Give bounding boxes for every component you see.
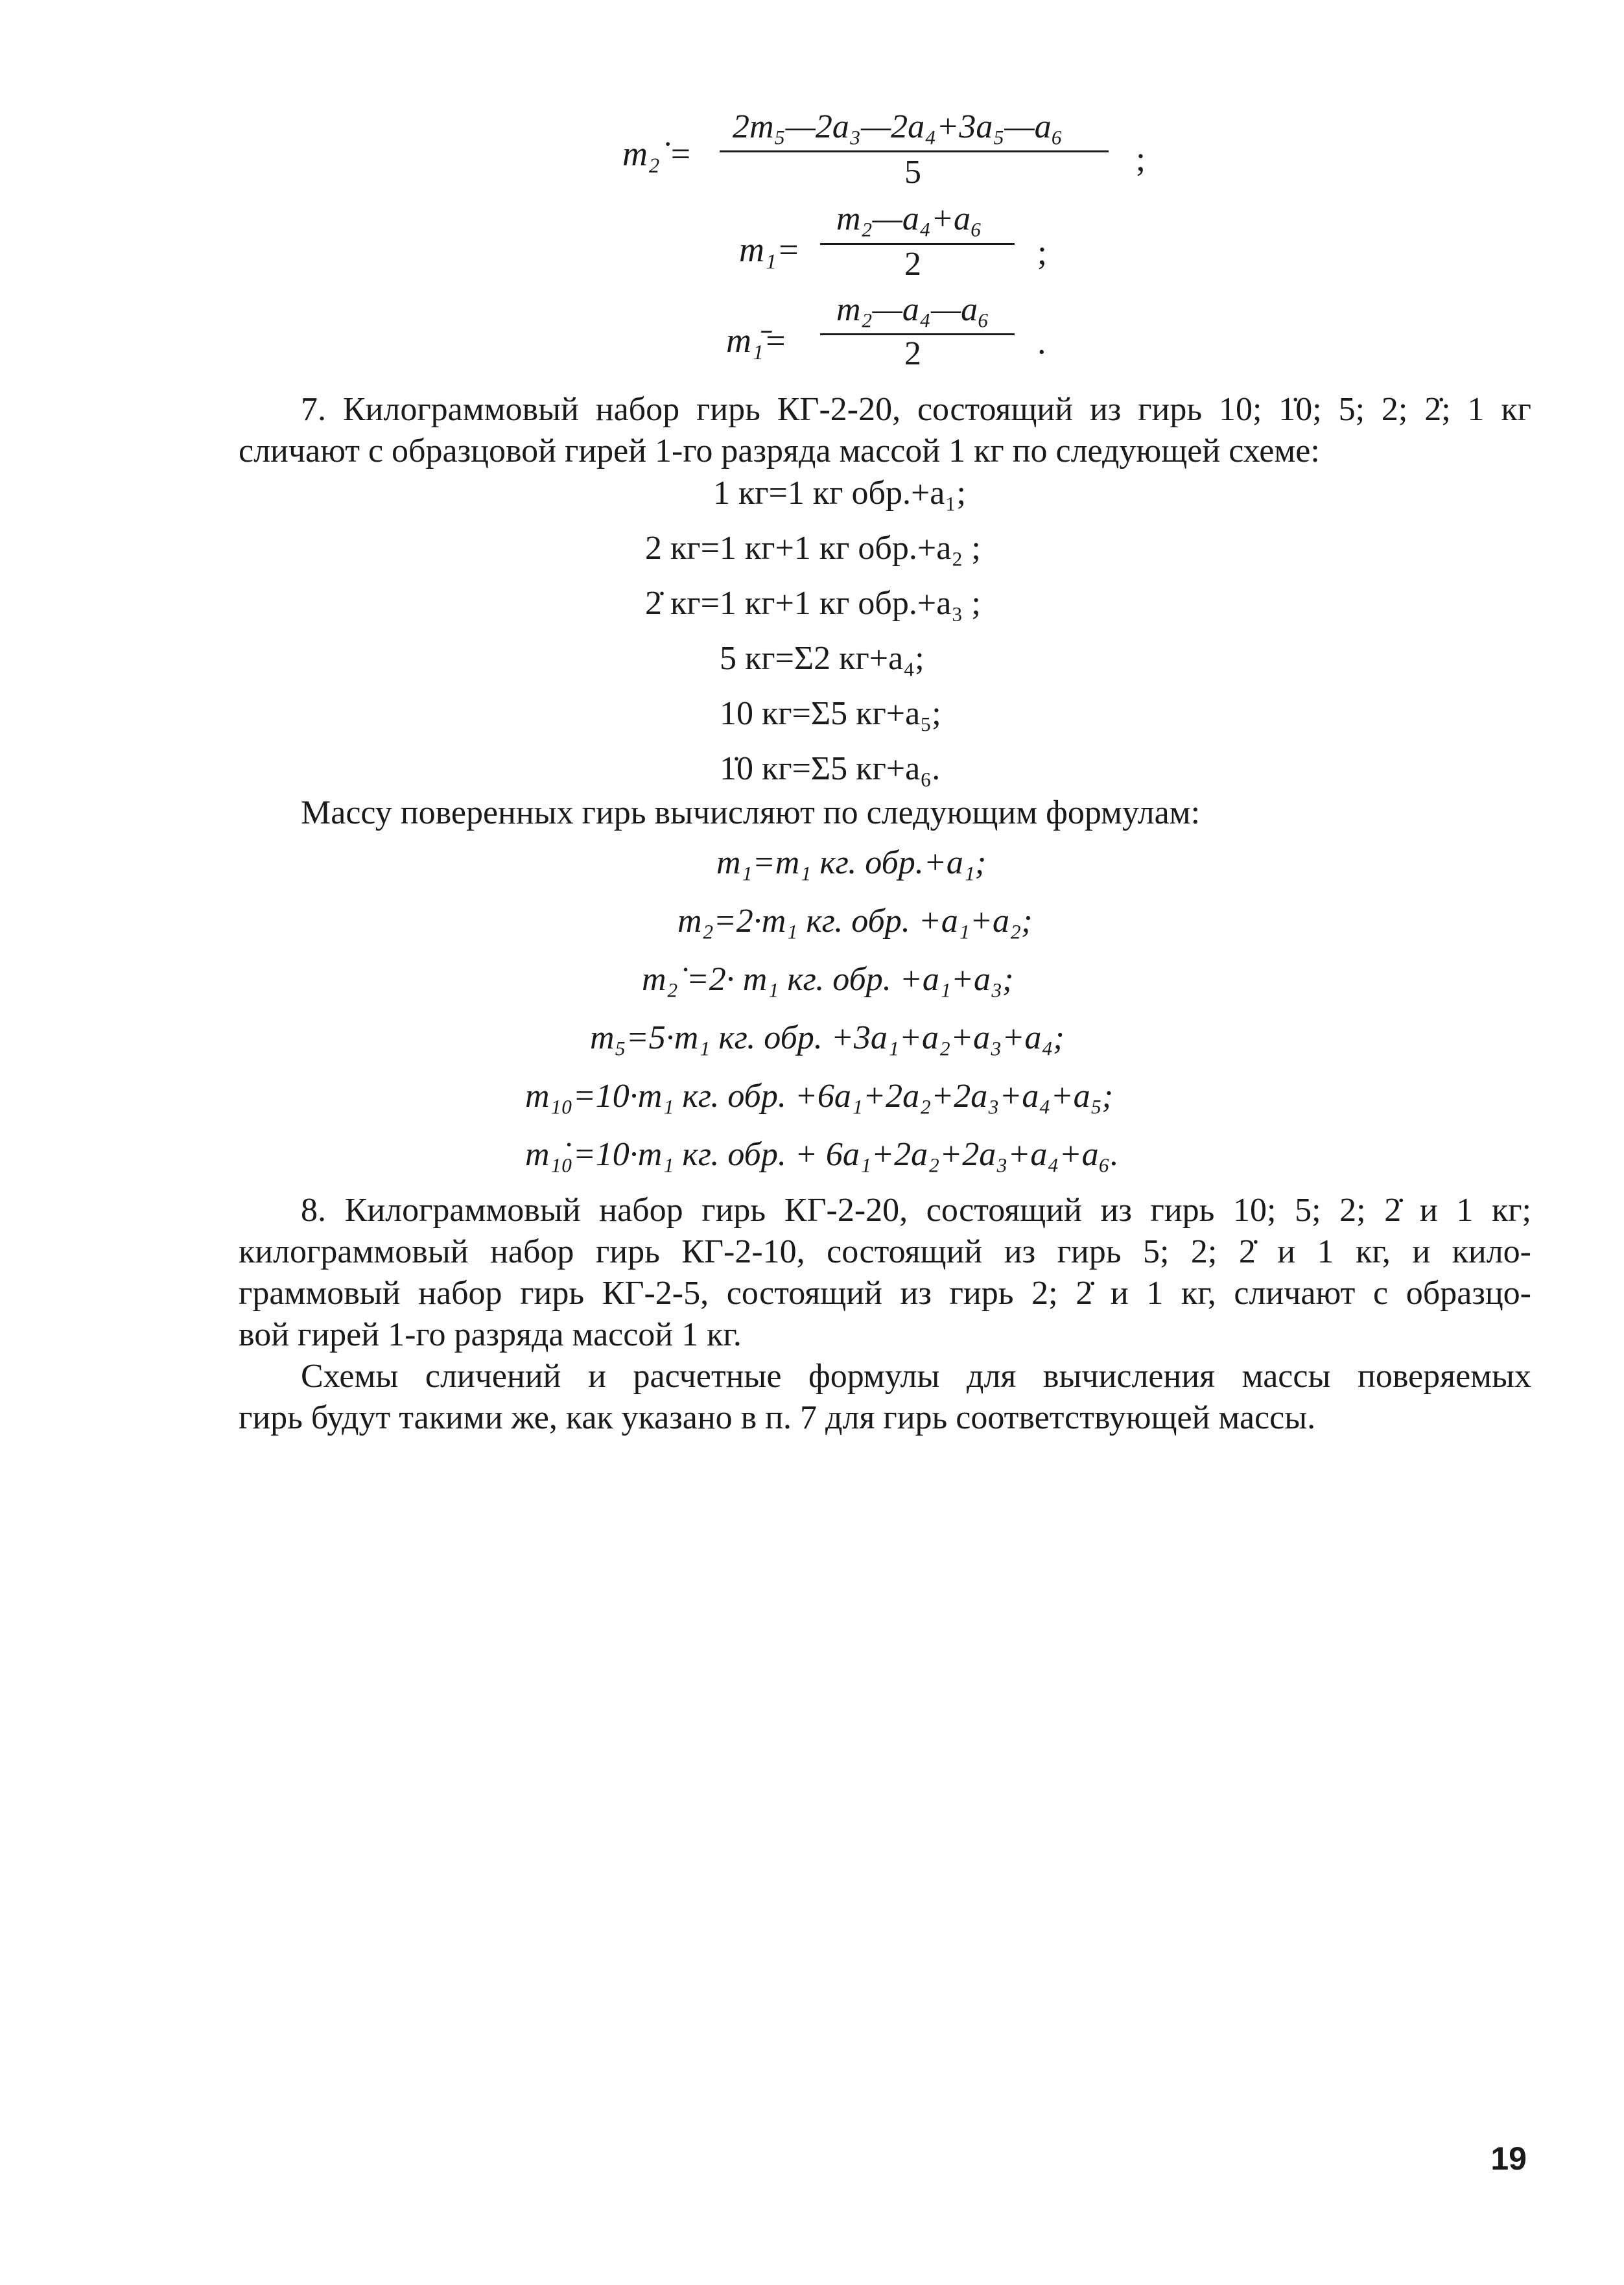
paragraph-line: гирь будут такими же, как указано в п. 7 для гирь соответствующей массы. — [239, 1399, 1316, 1436]
formula-lhs: m₂̇ = — [622, 134, 692, 173]
paragraph-line: граммовый набор гирь КГ-2-5, состоящий из гирь 2; 2̇ и 1 кг, сличают с образцо- — [239, 1275, 1531, 1312]
scheme-line: 2̇ кг=1 кг+1 кг обр.+a₃ ; — [645, 585, 981, 622]
formula-numerator: m₂—a₄+a₆ — [836, 200, 983, 237]
scheme-line: 5 кг=Σ2 кг+a₄; — [720, 640, 924, 677]
mass-formula: m₂=2·m₁ кг. обр. +a₁+a₂; — [677, 903, 1033, 940]
scheme-line: 1 кг=1 кг обр.+a₁; — [713, 475, 966, 512]
formula-denominator: 5 — [904, 154, 921, 191]
scheme-line: 1̇0 кг=Σ5 кг+a₆. — [720, 750, 941, 787]
paragraph-8 — [239, 1190, 1531, 1356]
paragraph-line: сличают с образцовой гирей 1-го разряда массой 1 кг по следующей схеме: — [239, 432, 1320, 469]
mass-formula: m₅=5·m₁ кг. обр. +3a₁+a₂+a₃+a₄; — [590, 1019, 1065, 1056]
paragraph-line: Схемы сличений и расчетные формулы для вычисления массы поверяемых — [301, 1358, 1531, 1395]
scheme-line: 2 кг=1 кг+1 кг обр.+a₂ ; — [645, 530, 981, 567]
mass-formula: m₁₀=10·m₁ кг. обр. +6a₁+2a₂+2a₃+a₄+a₅; — [525, 1078, 1113, 1115]
mass-formula: m₁̇₀=10·m₁ кг. обр. + 6a₁+2a₂+2a₃+a₄+a₆. — [525, 1136, 1119, 1173]
paragraph-line: 7. Килограммовый набор гирь КГ-2-20, состоящий из гирь 10; 1̇0; 5; 2; 2̇; 1 кг — [301, 391, 1531, 428]
mass-formula: m₁=m₁ кг. обр.+a₁; — [716, 844, 987, 881]
formula-end: . — [1037, 322, 1046, 361]
paragraph-9 — [239, 1356, 1531, 1439]
paragraph-line: 8. Килограммовый набор гирь КГ-2-20, состоящий из гирь 10; 5; 2; 2̇ и 1 кг; — [301, 1192, 1531, 1229]
formula-numerator: m₂—a₄—a₆ — [836, 291, 990, 328]
formula-end: ; — [1037, 233, 1048, 272]
fraction-bar — [820, 243, 1015, 245]
mass-intro — [239, 792, 1531, 834]
formula-end: ; — [1136, 139, 1146, 178]
page-number: 19 — [1490, 2140, 1527, 2177]
formula-lhs: m₁= — [739, 230, 801, 269]
formula-denominator: 2 — [904, 246, 921, 283]
mass-formula: m₂̇ =2· m₁ кг. обр. +a₁+a₃; — [642, 961, 1014, 998]
paragraph-line: Массу поверенных гирь вычисляют по следующим формулам: — [301, 794, 1201, 831]
formula-numerator: 2m₅—2a₃—2a₄+3a₅—a₆ — [733, 108, 1063, 145]
paragraph-line: вой гирей 1-го разряда массой 1 кг. — [239, 1316, 742, 1353]
scheme-line: 10 кг=Σ5 кг+a₅; — [720, 695, 941, 732]
formula-lhs: m₁̄= — [726, 321, 788, 360]
paragraph-7 — [239, 389, 1531, 472]
formula-denominator: 2 — [904, 335, 921, 372]
fraction-bar — [720, 150, 1109, 152]
paragraph-line: килограммовый набор гирь КГ-2-10, состоящий из гирь 5; 2; 2̇ и 1 кг, и кило- — [239, 1233, 1531, 1270]
